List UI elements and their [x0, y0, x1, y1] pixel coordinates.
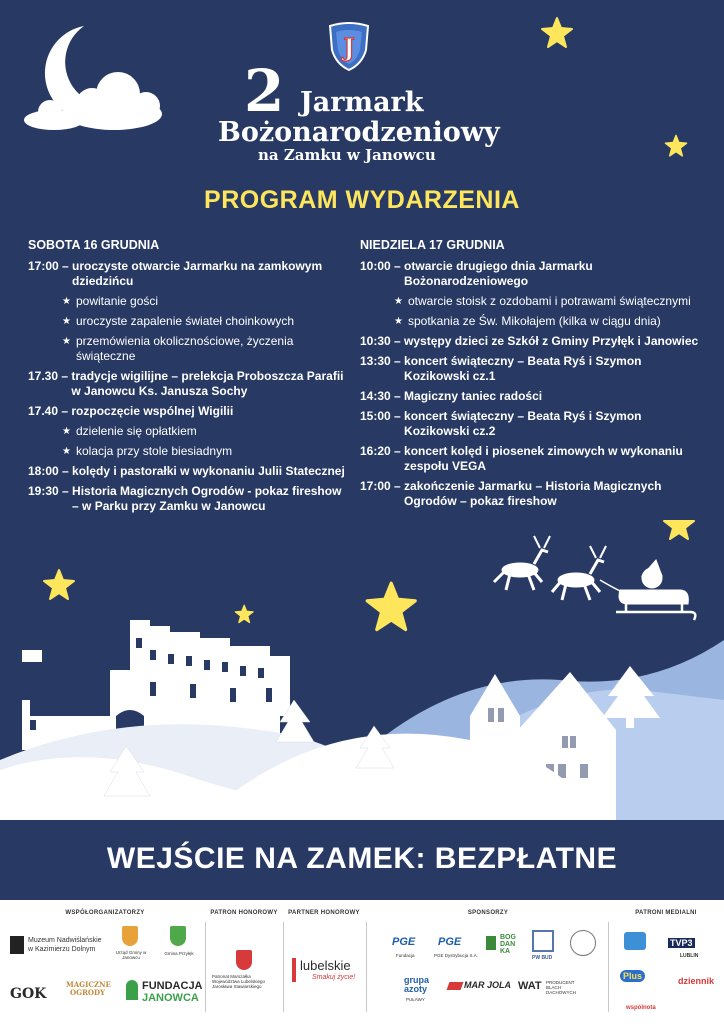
subitem-text: kolacja przy stole biesiadnym [76, 444, 233, 458]
schedule-item [360, 479, 705, 509]
reindeer-sleigh-icon [494, 536, 695, 620]
marshal-l3: Jarosława Stawiarskiego [212, 984, 262, 989]
sunday-schedule [360, 259, 705, 509]
item-time: 10:00 [360, 259, 391, 273]
item-text: Magiczny taniec radości [404, 389, 543, 403]
item-time: 16:20 [360, 444, 391, 458]
pwbud-logo: PW BUD [532, 955, 553, 961]
item-text: zakończenie Jarmarku – Historia Magicznych Ogrodów – pokaz fireshow [404, 479, 662, 508]
item-time: 17:00 [28, 259, 59, 273]
fundacja-figure-icon [126, 980, 138, 1000]
marjola-mark-icon [447, 982, 464, 990]
schedule-item [28, 369, 348, 399]
museum-name-1: Muzeum Nadwiślańskie [28, 937, 102, 944]
azoty-l3: PUŁAWY [406, 997, 425, 1002]
bogdanka-logo: BOG DAN KA [500, 934, 516, 955]
title-line-1: Jarmark [300, 87, 424, 118]
item-time: 17.30 [28, 369, 59, 383]
subitem-text: spotkania ze Św. Mikołajem (kilka w ciągu dnia) [408, 314, 661, 328]
sunday-column [360, 237, 705, 514]
pwbud-mark-icon [532, 930, 554, 952]
schedule-item [360, 444, 705, 474]
item-dash: – [390, 479, 405, 493]
item-dash: – [58, 259, 73, 273]
bullet-star-icon: ★ [394, 296, 403, 307]
item-text: rozpoczęcie wspólnej Wigilii [71, 404, 234, 418]
schedule-subitem [28, 334, 348, 364]
star-icon [235, 605, 253, 622]
schedule-item [360, 259, 705, 289]
title-line-2: Bożonarodzeniowy [218, 117, 500, 148]
lubelskie-logo: lubelskie [300, 958, 351, 973]
item-dash: – [390, 334, 405, 348]
bullet-star-icon: ★ [62, 426, 71, 437]
magiczne-l2: OGRODY [70, 988, 106, 997]
moon-clouds-decoration [14, 14, 194, 144]
star-icon [664, 520, 694, 539]
section-media-patrons: PATRONI MEDIALNI [635, 910, 697, 916]
pge-dystrybucja-logo: PGE [438, 936, 462, 948]
tvp-sub: LUBLIN [680, 953, 699, 959]
janowiec-crest-icon [122, 926, 138, 946]
przylek-crest-icon [170, 926, 186, 946]
schedule-item [360, 334, 705, 349]
star-icon [367, 583, 415, 629]
magiczne-l1: MAGICZNE [66, 980, 111, 989]
item-text: koncert świąteczny – Beata Ryś i Szymon Kozikowski cz.1 [404, 354, 642, 383]
edition-number: 2 [244, 57, 285, 125]
star-icon [540, 16, 574, 50]
item-dash: – [58, 404, 72, 418]
shield-letter: J [343, 33, 355, 62]
item-dash: – [58, 369, 72, 383]
pge-fundacja-sub: Fundacja [396, 953, 415, 958]
marjola-logo: MAR JOLA [464, 980, 511, 990]
item-time: 17:00 [360, 479, 391, 493]
item-time: 13:30 [360, 354, 391, 368]
item-text: otwarcie drugiego dnia Jarmarku Bożonarodzeniowego [404, 259, 593, 288]
marshal-l1: Patronat Marszałka [212, 974, 251, 979]
day-heading: NIEDZIELA 17 GRUDNIA [360, 238, 505, 252]
item-time: 18:00 [28, 464, 59, 478]
item-time: 14:30 [360, 389, 391, 403]
item-dash: – [390, 259, 405, 273]
marshal-l2: Województwa Lubelskiego [212, 979, 265, 984]
program-title: PROGRAM WYDARZENIA [204, 186, 520, 214]
wspolnota-logo: wspólnota [626, 1005, 656, 1011]
schedule-item [28, 404, 348, 419]
star-icon [44, 570, 74, 599]
sponsors-footer [0, 900, 724, 1024]
shield-logo [328, 22, 370, 72]
gok-logo: GOK [10, 986, 47, 1002]
item-dash: – [58, 464, 73, 478]
item-text: koncert świąteczny – Beata Ryś i Szymon Kozikowski cz.2 [404, 409, 642, 438]
item-time: 19:30 [28, 484, 59, 498]
item-text: koncert kolęd i piosenek zimowych w wykonaniu zespołu VEGA [404, 444, 683, 473]
subitem-text: dzielenie się opłatkiem [76, 424, 197, 438]
saturday-schedule [28, 259, 348, 514]
schedule-item [360, 409, 705, 439]
radio-lublin-icon [624, 932, 646, 950]
bogdanka-mark-icon [486, 936, 496, 950]
section-coorganizers: WSPÓŁORGANIZATORZY [65, 910, 145, 916]
schedule-item [28, 484, 348, 514]
item-text: Historia Magicznych Ogrodów - pokaz fireshow – w Parku przy Zamku w Janowcu [72, 484, 342, 513]
item-dash: – [390, 354, 405, 368]
section-honorary-partner: PARTNER HONOROWY [288, 910, 360, 916]
lubelskie-slogan: Smakuj życie! [312, 974, 356, 981]
title-line-3: na Zamku w Janowcu [258, 146, 436, 164]
wat-logo: WAT [518, 980, 542, 992]
item-dash: – [390, 444, 405, 458]
schedule-item [28, 464, 348, 479]
item-time: 17.40 [28, 404, 59, 418]
pge-dystrybucja-sub: PGE Dystrybucja S.A. [434, 953, 479, 958]
schedule-subitem [28, 314, 348, 329]
azoty-l2: azoty [404, 984, 428, 994]
bullet-star-icon: ★ [62, 296, 71, 307]
free-entry-banner: WEJŚCIE NA ZAMEK: BEZPŁATNE [106, 842, 618, 875]
item-text: występy dzieci ze Szkół z Gminy Przyłęk i Janowiec [404, 334, 699, 348]
schedule-subitem [28, 424, 348, 439]
janowiec-office: Urząd Gminy w Janowcu [115, 950, 147, 960]
plus-logo: Plus [620, 970, 645, 982]
item-time: 15:00 [360, 409, 391, 423]
bullet-star-icon: ★ [62, 316, 71, 327]
pge-fundacja-logo: PGE [392, 936, 416, 948]
fundacja-l2: JANOWCA [142, 992, 199, 1004]
wat-sub: PRODUCENT BLACH DACHOWYCH [546, 980, 576, 995]
item-dash: – [390, 409, 405, 423]
item-text: tradycje wigilijne – prelekcja Proboszcza Parafii w Janowcu Ks. Janusza Sochy [71, 369, 344, 398]
item-dash: – [390, 389, 405, 403]
seal-logo-icon [570, 930, 596, 956]
item-time: 10:30 [360, 334, 391, 348]
fundacja-l1: FUNDACJA [142, 980, 203, 992]
subitem-text: powitanie gości [76, 294, 159, 308]
schedule-item [360, 389, 705, 404]
museum-name-2: w Kazimierzu Dolnym [28, 946, 96, 953]
tvp-logo: TVP3 [670, 938, 693, 948]
item-dash: – [58, 484, 73, 498]
schedule-item [28, 259, 348, 289]
winter-castle-scene [0, 520, 724, 820]
marshal-crest-icon [236, 950, 252, 970]
museum-logo-icon [10, 936, 24, 954]
item-text: uroczyste otwarcie Jarmarku na zamkowym dziedzińcu [72, 259, 323, 288]
star-icon [664, 134, 688, 158]
subitem-text: uroczyste zapalenie świateł choinkowych [76, 314, 295, 328]
schedule-item [360, 354, 705, 384]
schedule-subitem [28, 294, 348, 309]
subitem-text: otwarcie stoisk z ozdobami i potrawami świątecznymi [408, 294, 691, 308]
bullet-star-icon: ★ [62, 336, 71, 347]
schedule-subitem [360, 314, 705, 329]
schedule-subitem [28, 444, 348, 459]
section-sponsors: SPONSORZY [467, 910, 509, 916]
lubelskie-mark-icon [292, 958, 296, 982]
saturday-column [28, 237, 348, 519]
dziennik-logo: dziennik [678, 976, 715, 986]
bullet-star-icon: ★ [394, 316, 403, 327]
azoty-l1: grupa [404, 975, 430, 985]
day-heading: SOBOTA 16 GRUDNIA [28, 238, 160, 252]
subitem-text: przemówienia okolicznościowe, życzenia świąteczne [76, 334, 294, 363]
section-honorary-patron: PATRON HONOROWY [210, 910, 278, 916]
przylek-name: Gmina Przyłęk [164, 951, 194, 956]
bullet-star-icon: ★ [62, 446, 71, 457]
schedule-subitem [360, 294, 705, 309]
item-text: kolędy i pastorałki w wykonaniu Julii Statecznej [72, 464, 345, 478]
